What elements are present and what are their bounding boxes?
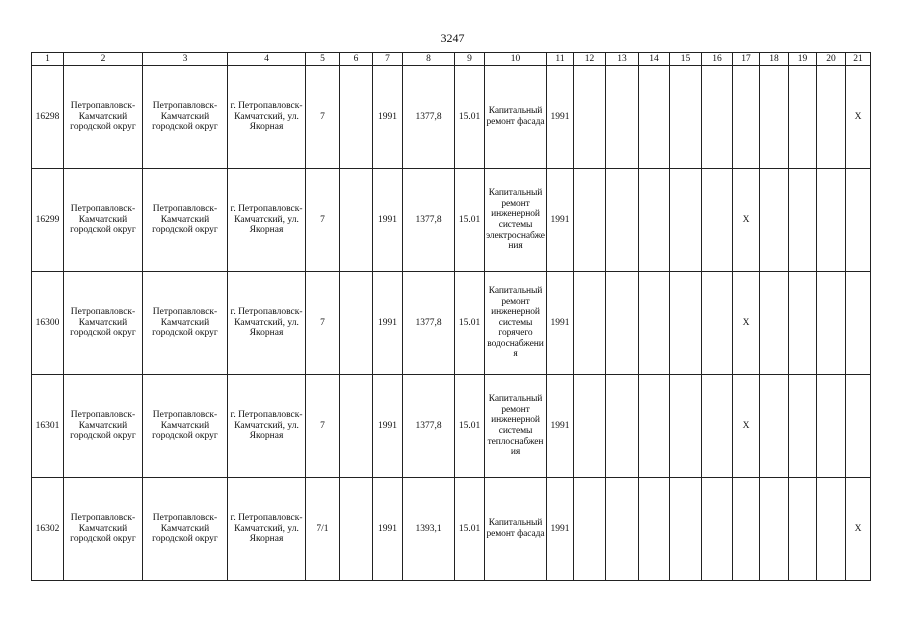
column-number-21: 21 <box>846 53 871 66</box>
mark-cell-column-17: X <box>733 169 760 272</box>
column-9-cell: 15.01 <box>455 478 485 581</box>
mark-cell-column-12 <box>574 478 606 581</box>
year-cell: 1991 <box>373 272 403 375</box>
column-11-cell: 1991 <box>547 375 574 478</box>
settlement-cell: Петропавловск-Камчатский городской округ <box>64 272 143 375</box>
column-number-16: 16 <box>702 53 733 66</box>
settlement-cell: Петропавловск-Камчатский городской округ <box>64 66 143 169</box>
mark-cell-column-13 <box>606 375 639 478</box>
area-cell: 1377,8 <box>403 169 455 272</box>
work-type-cell: Капитальный ремонт инженерной системы горячего водоснабжения <box>485 272 547 375</box>
area-cell: 1377,8 <box>403 272 455 375</box>
area-cell: 1393,1 <box>403 478 455 581</box>
building-cell <box>340 66 373 169</box>
house-number-cell: 7 <box>306 375 340 478</box>
column-number-15: 15 <box>670 53 702 66</box>
year-cell: 1991 <box>373 66 403 169</box>
municipality-cell: Петропавловск-Камчатский городской округ <box>143 169 228 272</box>
mark-cell-column-15 <box>670 375 702 478</box>
column-number-13: 13 <box>606 53 639 66</box>
year-cell: 1991 <box>373 375 403 478</box>
mark-cell-column-19 <box>789 478 817 581</box>
column-number-12: 12 <box>574 53 606 66</box>
column-number-4: 4 <box>228 53 306 66</box>
house-number-cell: 7 <box>306 272 340 375</box>
mark-cell-column-20 <box>817 375 846 478</box>
mark-cell-column-15 <box>670 272 702 375</box>
house-number-cell: 7/1 <box>306 478 340 581</box>
mark-cell-column-18 <box>760 478 789 581</box>
column-number-3: 3 <box>143 53 228 66</box>
column-9-cell: 15.01 <box>455 375 485 478</box>
column-number-10: 10 <box>485 53 547 66</box>
column-number-11: 11 <box>547 53 574 66</box>
mark-cell-column-16 <box>702 66 733 169</box>
mark-cell-column-14 <box>639 169 670 272</box>
address-cell: г. Петропавловск-Камчатский, ул. Якорная <box>228 169 306 272</box>
table-row <box>32 272 871 375</box>
mark-cell-column-15 <box>670 478 702 581</box>
mark-cell-column-20 <box>817 66 846 169</box>
house-number-cell: 7 <box>306 169 340 272</box>
mark-cell-column-13 <box>606 66 639 169</box>
mark-cell-column-18 <box>760 169 789 272</box>
mark-cell-column-19 <box>789 375 817 478</box>
record-id-cell: 16298 <box>32 66 64 169</box>
settlement-cell: Петропавловск-Камчатский городской округ <box>64 375 143 478</box>
mark-cell-column-17 <box>733 66 760 169</box>
column-9-cell: 15.01 <box>455 66 485 169</box>
mark-cell-column-20 <box>817 169 846 272</box>
table-body <box>32 53 871 581</box>
mark-cell-column-19 <box>789 66 817 169</box>
mark-cell-column-18 <box>760 375 789 478</box>
address-cell: г. Петропавловск-Камчатский, ул. Якорная <box>228 272 306 375</box>
building-cell <box>340 478 373 581</box>
work-type-cell: Капитальный ремонт фасада <box>485 66 547 169</box>
column-11-cell: 1991 <box>547 66 574 169</box>
year-cell: 1991 <box>373 478 403 581</box>
mark-cell-column-16 <box>702 272 733 375</box>
mark-cell-column-17: X <box>733 272 760 375</box>
page-number: 3247 <box>440 31 465 45</box>
address-cell: г. Петропавловск-Камчатский, ул. Якорная <box>228 375 306 478</box>
mark-cell-column-21 <box>846 169 871 272</box>
mark-cell-column-20 <box>817 272 846 375</box>
mark-cell-column-20 <box>817 478 846 581</box>
mark-cell-column-21 <box>846 375 871 478</box>
mark-cell-column-13 <box>606 478 639 581</box>
mark-cell-column-14 <box>639 478 670 581</box>
column-number-row <box>32 53 871 66</box>
column-9-cell: 15.01 <box>455 169 485 272</box>
mark-cell-column-18 <box>760 272 789 375</box>
column-number-19: 19 <box>789 53 817 66</box>
mark-cell-column-16 <box>702 478 733 581</box>
mark-cell-column-21: X <box>846 66 871 169</box>
building-cell <box>340 375 373 478</box>
building-cell <box>340 169 373 272</box>
municipality-cell: Петропавловск-Камчатский городской округ <box>143 478 228 581</box>
year-cell: 1991 <box>373 169 403 272</box>
table-row <box>32 375 871 478</box>
mark-cell-column-16 <box>702 375 733 478</box>
column-number-7: 7 <box>373 53 403 66</box>
table-row <box>32 478 871 581</box>
house-number-cell: 7 <box>306 66 340 169</box>
municipality-cell: Петропавловск-Камчатский городской округ <box>143 272 228 375</box>
mark-cell-column-19 <box>789 272 817 375</box>
settlement-cell: Петропавловск-Камчатский городской округ <box>64 478 143 581</box>
column-11-cell: 1991 <box>547 478 574 581</box>
column-number-5: 5 <box>306 53 340 66</box>
column-number-9: 9 <box>455 53 485 66</box>
settlement-cell: Петропавловск-Камчатский городской округ <box>64 169 143 272</box>
record-id-cell: 16300 <box>32 272 64 375</box>
column-number-18: 18 <box>760 53 789 66</box>
data-table <box>31 52 871 581</box>
column-number-2: 2 <box>64 53 143 66</box>
mark-cell-column-12 <box>574 375 606 478</box>
address-cell: г. Петропавловск-Камчатский, ул. Якорная <box>228 478 306 581</box>
work-type-cell: Капитальный ремонт инженерной системы электроснабжения <box>485 169 547 272</box>
column-number-6: 6 <box>340 53 373 66</box>
mark-cell-column-13 <box>606 272 639 375</box>
mark-cell-column-14 <box>639 375 670 478</box>
record-id-cell: 16301 <box>32 375 64 478</box>
work-type-cell: Капитальный ремонт фасада <box>485 478 547 581</box>
column-number-17: 17 <box>733 53 760 66</box>
mark-cell-column-14 <box>639 272 670 375</box>
municipality-cell: Петропавловск-Камчатский городской округ <box>143 66 228 169</box>
column-number-20: 20 <box>817 53 846 66</box>
area-cell: 1377,8 <box>403 375 455 478</box>
mark-cell-column-19 <box>789 169 817 272</box>
record-id-cell: 16302 <box>32 478 64 581</box>
mark-cell-column-12 <box>574 169 606 272</box>
column-number-8: 8 <box>403 53 455 66</box>
mark-cell-column-21: X <box>846 478 871 581</box>
mark-cell-column-12 <box>574 66 606 169</box>
mark-cell-column-12 <box>574 272 606 375</box>
column-9-cell: 15.01 <box>455 272 485 375</box>
mark-cell-column-13 <box>606 169 639 272</box>
mark-cell-column-17 <box>733 478 760 581</box>
mark-cell-column-17: X <box>733 375 760 478</box>
mark-cell-column-15 <box>670 66 702 169</box>
column-11-cell: 1991 <box>547 169 574 272</box>
municipality-cell: Петропавловск-Камчатский городской округ <box>143 375 228 478</box>
building-cell <box>340 272 373 375</box>
address-cell: г. Петропавловск-Камчатский, ул. Якорная <box>228 66 306 169</box>
mark-cell-column-16 <box>702 169 733 272</box>
table-row <box>32 169 871 272</box>
mark-cell-column-18 <box>760 66 789 169</box>
mark-cell-column-15 <box>670 169 702 272</box>
record-id-cell: 16299 <box>32 169 64 272</box>
column-number-1: 1 <box>32 53 64 66</box>
mark-cell-column-14 <box>639 66 670 169</box>
column-number-14: 14 <box>639 53 670 66</box>
column-11-cell: 1991 <box>547 272 574 375</box>
work-type-cell: Капитальный ремонт инженерной системы теплоснабжения <box>485 375 547 478</box>
table-row <box>32 66 871 169</box>
mark-cell-column-21 <box>846 272 871 375</box>
area-cell: 1377,8 <box>403 66 455 169</box>
